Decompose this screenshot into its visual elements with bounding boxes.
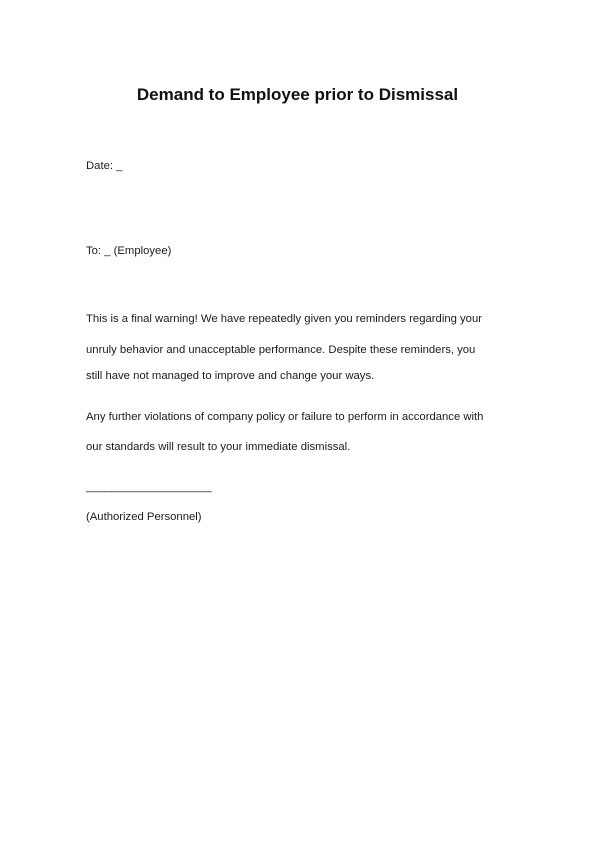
document-title: Demand to Employee prior to Dismissal xyxy=(136,85,459,104)
warning-paragraph-line-3: still have not managed to improve and change your ways. xyxy=(86,370,375,382)
signature-caption: (Authorized Personnel) xyxy=(86,511,202,523)
consequence-paragraph-line-2: our standards will result to your immediate dismissal. xyxy=(86,441,351,453)
signature-line: ____________________ xyxy=(86,481,212,493)
date-line: Date: _ xyxy=(86,160,123,172)
warning-paragraph-line-2: unruly behavior and unacceptable performance. Despite these reminders, you xyxy=(86,344,476,356)
warning-paragraph-line-1: This is a final warning! We have repeatedly given you reminders regarding your xyxy=(86,313,483,325)
recipient-line: To: _ (Employee) xyxy=(86,245,172,257)
consequence-paragraph-line-1: Any further violations of company policy or failure to perform in accordance with xyxy=(86,411,484,423)
